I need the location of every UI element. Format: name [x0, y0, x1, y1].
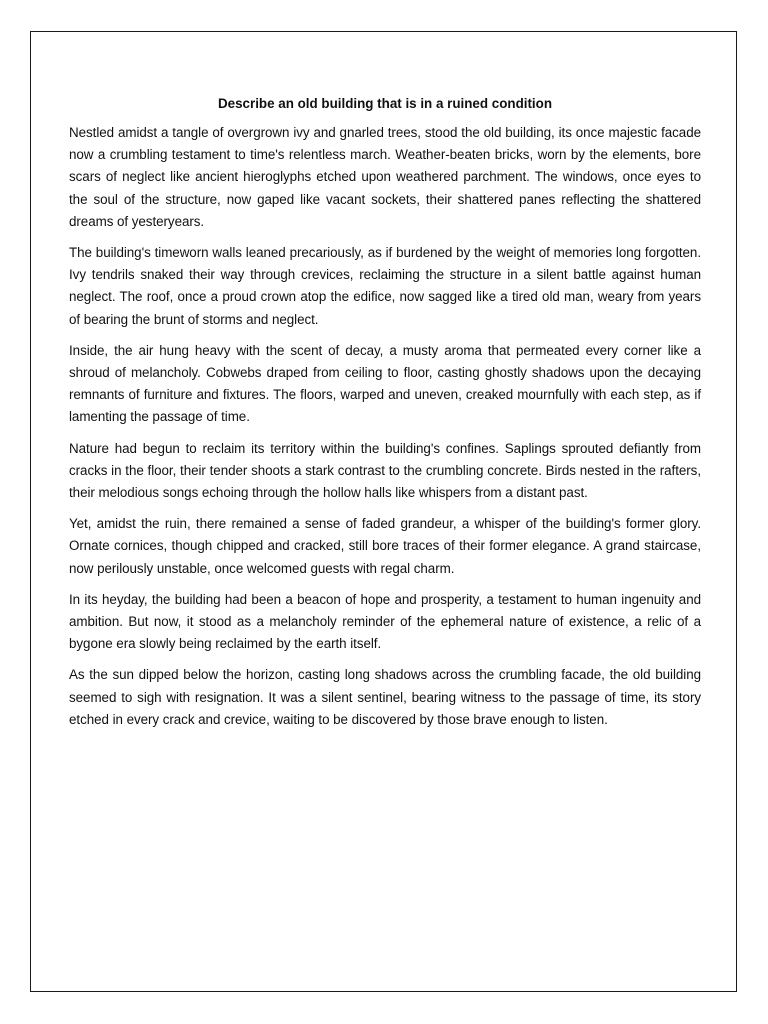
paragraph-2: The building's timeworn walls leaned precariously, as if burdened by the weight of memories long forgotten. Ivy tendrils snaked their way through crevices, reclaiming the structure in a silent battle against human neglect. The roof, once a proud crown atop the edifice, now sagged like a tired old man, weary from years of bearing the brunt of storms and neglect. — [69, 245, 701, 327]
paragraph-3: Inside, the air hung heavy with the scent of decay, a musty aroma that permeated every corner like a shroud of melancholy. Cobwebs draped from ceiling to floor, casting ghostly shadows upon the decaying remnants of furniture and fixtures. The floors, warped and uneven, creaked mournfully with each step, as if lamenting the passage of time. — [69, 342, 701, 425]
paragraph-4: Nature had begun to reclaim its territory within the building's confines. Saplings sprouted defiantly from cracks in the floor, their tender shoots a stark contrast to the crumbling concrete. Birds nested in the rafters, their melodious songs echoing through the hollow halls like whispers from a distant past. — [69, 440, 701, 501]
document-page — [30, 31, 737, 992]
paragraph-5: Yet, amidst the ruin, there remained a sense of faded grandeur, a whisper of the building's former glory. Ornate cornices, though chipped and cracked, still bore traces of their former elegance. A grand staircase, now perilously unstable, once welcomed guests with regal charm. — [69, 516, 701, 576]
document-content — [69, 95, 701, 740]
document-title: Describe an old building that is in a ruined condition — [217, 96, 553, 111]
paragraph-1: Nestled amidst a tangle of overgrown ivy and gnarled trees, stood the old building, its once majestic facade now a crumbling testament to time's relentless march. Weather-beaten bricks, worn by the elements, bore scars of neglect like ancient hieroglyphs etched upon weathered parchment. The windows, once eyes to the soul of the structure, now gaped like vacant sockets, their shattered panes reflecting the shattered dreams of yesteryears. — [69, 125, 701, 229]
paragraph-6: In its heyday, the building had been a beacon of hope and prosperity, a testament to human ingenuity and ambition. But now, it stood as a melancholy reminder of the ephemeral nature of existence, a relic of a bygone era slowly being reclaimed by the earth itself. — [69, 591, 701, 652]
paragraph-7: As the sun dipped below the horizon, casting long shadows across the crumbling facade, the old building seemed to sigh with resignation. It was a silent sentinel, bearing witness to the passage of time, its story etched in every crack and crevice, waiting to be discovered by those brave enough to listen. — [69, 667, 701, 727]
